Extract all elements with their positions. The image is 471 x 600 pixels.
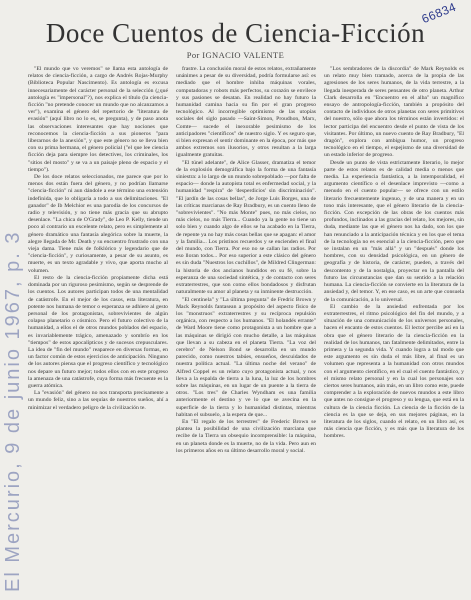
article-byline: Por IGNACIO VALENTE — [186, 50, 285, 60]
column-1 — [28, 66, 168, 596]
column-2 — [176, 66, 316, 596]
article-body — [28, 66, 464, 596]
paragraph: frastre. La conclusión moral de estos relatos, extrañamente unánimes a pesar de su diversidad, podría formularse así: es mediado que el hombre inhiba máquinas vorales, computadoras y robots más perfectos, su corazón se envilece y sus pasiones se desatan. En realidad no hay futuro la humanidad camina hacia su fin por el gran progreso tecnológico. Al incorregible optimismo de las utopías sociales del siglo pasado —Saint-Simon, Proudhon, Marx, Comte— sucede el inexorable pesimismo de los anticipadores "científicos" de nuestro siglo. Y es seguro que, si bien expresan el sentir dominante en la época, por más que ambos extremos son ilusorios, y otros resultan a la larga igualmente gratuitas. — [176, 66, 316, 159]
article-title: Doce Cuentos de Ciencia-Ficción — [45, 18, 426, 48]
paragraph: En "El regalo de los terrestres" de Frederic Brown se plantea la posibilidad de una civilización marciana que recibe de la Tierra un obsequio incomprensible: la máquina, en un planeta donde es la muerte, no de la vida. Pero aun en los primeros años en su último desarrollo moral y social. — [176, 418, 316, 454]
handwritten-source-note: El Mercurio, 9 de junio 1967, p. 3 — [2, 230, 24, 592]
paragraph: "El túnel adelante", de Alice Glasser, dramatiza el temor de la explosión demográfica bajo la forma de una fantasía siniestra: a lo largo de un mundo sobrepoblado —por falta de espacio— donde la autopista total es enfermedad social, y la humanidad "respira" de 'desperdicios' sin discriminación". "El jardín de las cosas bellas", de Jorge Luis Borges, una de las críticas marcianas de Ray Bradbury, es un cuento lleno de "sobrevivientes". "No más Monte" pues, no más cielos, no más cielos, no más Tierra... Cuando ya la gente no tiene un solo bien y cuando algo de ellos se ha acabado en la Tierra, de repente ya no hay más cosas bellas que se apagan: el amor y la familia... Los prístinos recuerdos y se encienden el final del mundo, con Tierra. Por eso no se callan las radios. Por eso lloran todos... Por eso superior a este clásico del género es sin duda "Nuestros los cuchillos", de Mildred Clingerman: la historia de dos ancianos hundidos en su fé, sobre la esperanza de una sociedad sintética, y de contacto con seres extraterrestres, que son como ellos bondadosos y disfrutan naturalmente su amor al planeta y su inminente destrucción. — [176, 159, 316, 296]
column-3 — [324, 66, 464, 596]
paragraph: "Los sembradores de la discordia" de Mark Reynolds es un relato muy bien tramado, acerca de la propia de las agresiones de los seres humanos, de la vida terrestre, a la llegada inesperada de seres pensantes de otro planeta. Arthur Clark desarrolla en "Encuentro en el alba" un magnífico ensayo de antropología-ficción, también a propósito del contacto de individuos de otros planetas con seres primitivos del nuestro, sólo que ahora los términos están invertidos: el lector participa del encuentro desde el punto de vista de los visitantes. Por último, un nuevo cuento de Ray Bradbury, "El dragón", explora con ambigua humor, un progreso tecnológico en el tiempo, el espejismo de una diversidad de un estado inferior de progreso. — [324, 66, 464, 159]
paragraph: El cambio de la ansiedad enfrentada por los extraterrestres, el ritmo psicológico del fin del mundo, y a situación de una comunicación de los universos personales, hacen el encanto de estos cuentos. El lector percibe así en la obra que el género literario de la ciencia-ficción en la realidad de los humanos, tan fatalmente delimitados, entre la primera y la segunda vida. Y cuando logra a tal modo que este argumento es sin duda el más libre, al final es un volumen que representa a la humanidad con otros mundos con el argumento científico, en el cual el cuento fantástico, y el mismo relato personal y en la cual los personajes son ciertos seres humanos, aún más, en un libro como este, puede comprender a la exploración de nuevos mundos a este libro que antes no consigue el progreso y su lengua, que está en la cultura de la ciencia ficción. La ciencia de la ficción de la ciencia es la que se deja, en sus mejores páginas, en la literatura de los siglos, cuando el relato, en un libro así, es más ciencia que ficción, y es más que la literatura de los hombres. — [324, 303, 464, 440]
paragraph: "El mundo que vo veremos" se llama esta antología de relatos de ciencia-ficción, a cargo de Andrés Rojas-Murphy (Biblioteca Popular Nascimento). Es antología es excusa innecesariamente del carácter personal de la selección (¿qué antología es "impersonal"?), nos explica el título (la ciencia-ficción "no pretende conocer un mundo que no alcanzamos a ver"), examina el género del repertorio de "literatura de evasión" (aquí libro no lo es, se pregunta), y de paso anota las observaciones interesantes que hay nociones que reconocemos la ciencia-ficción a sus pioneros "para liberarnos de la anexión", y que este género no se lleva bien con su prima hermana, el género policial ("el que lee ciencia ficción deja para siempre los detectives, los criminales, los "sitios del mosto" y se va a un paisaje pleno de espacio y el tiempo"). — [28, 66, 168, 173]
paragraph: Desde un punto de vista estrictamente literario, lo mejor parte de estos relatos es de calidad media o menos que media. La experiencia fantástica, a la intemporalidad, el argumento científico o el desenlace imprevisto —como a menudo en el cuento popular— se ofrece con un estilo literario frecuentemente ingenuo, y de una manera y en un tono más interesante, que el género literario de la ciencia-ficción. Con excepción de las obras de los cuentos más profundos, inclinados a las gracias del relato, los mejores, sin duda, mediante las que el género nos ha dado, son los que han renunciado a la anticipación técnica y en los que el tema de la tecnología no es esencial a la ciencia-ficción, pero que se instalan en un "más allá" y un "después" donde los hombres, con su densidad psicológica, en un género de geografía y de historia, de carácter, pueden, a través del descontento y de la nostalgia, proyectar en la pantalla del futuro las circunstancias que dan su sentido a la relación humana. La ciencia-ficción se convierte en la literatura de la ansiedad y, del temor. Y, en ese caso, es un arte que consuela de la comunicación, a lo universal. — [324, 159, 464, 303]
archive-stamp: 66834 — [419, 0, 459, 27]
paragraph: El resto de la ciencia-ficción propiamente dicha está dominada por un riguroso pesimismo, según se desprende de los cuentos. Los autores participan todos de una mentalidad de catástrofe. En el mejor de los casos, esta literatura, en potente nos humana de temor o esperanza se adhiere al gesto personal de los protagonistas, sobrevivientes de algún colapso planetario o cósmico. Pero el futuro colectivo de la humanidad, a ellos el de otros mundos poblados del espacio, es invariablemente trágico, amenazado y sombrío en los "tiempos" de estos apocalípticos y de sucesos crepusculares. La idea de "fin del mundo" reaparece en diversas formas, en un factor común de estos ejercicios de anticipación. Ninguno de los autores piensa que el progreso científico y tecnológico nos depare un futuro mejor; todos ellos con en este progreso la amenaza de una catástrofe, cuya forma más frecuente es la guerra atómica. — [28, 274, 168, 389]
paragraph: De los doce relatos seleccionados, me parece que por lo menos dos están fuera del género, y no podrían llamarse "ciencia-ficción" ni aun dándole a ese término una extensión indefinida, que lo obligaría a todo a sus delimitaciones. "El ganador" de Ib Melchior es una parodia de los concursos de radio y televisión, y no tiene más gracia que su abrupto desenlace. "La chica de O'Grady", de Leo P. Kelly, tiende un poco al contrario un excelente relato, pero es simplemente al género dramático una fantasía alegórica sobre la muerte, la alegre llegada de Mr. Death y su encuentro frustrado con una vieja dama. Tiene más de folklórico y legendario que de "ciencia-ficción", y curiosamente, a pesar de su asunto, es muerte, es un texto agradable y vivo, que aporta mucho al volumen. — [28, 174, 168, 274]
paragraph: La "evasión" del género no nos transporta precisamente a un mundo feliz, sino a las sequías de nuestros sueños, ahí a minimizar el verdadero peligro de la civilización te. — [28, 390, 168, 411]
paragraph: "El centinela" y "La última pregunta" de Fredric Brown y Mack Reynolds fantasean a propósito del aspecto físico de los "monstruos" extraterrestres y su recíproca repulsión orgánica, con respecto a los humanos. "El holandés errante" de Ward Moore tiene como protagonista a un hombre que a las máquinas se dirigió con mucho detalle, a las máquinas que llevan a su cabeza en el planeta Tierra. "La voz del cerebro" de Nelson Bond se desarrolla en un mundo parecido, como nuestros tabúes, ensueños, descuidados de nuestra política actual. "La última noche del verano" de Alfred Coppel es un relato cuyo protagonista actual, y nos lleva a la espalda de tierra a la luna, la luz de los hombres sobre las máquinas, en un lugar de un puente a la tierra de otros. "Los tres" de Charles Wyndham es una familia anteriormente el destino y ve lo que se avecina en la superficie de la tierra y lo humanidad distintas, mientras habitan el subsuelo, a la espera de que... — [176, 296, 316, 418]
